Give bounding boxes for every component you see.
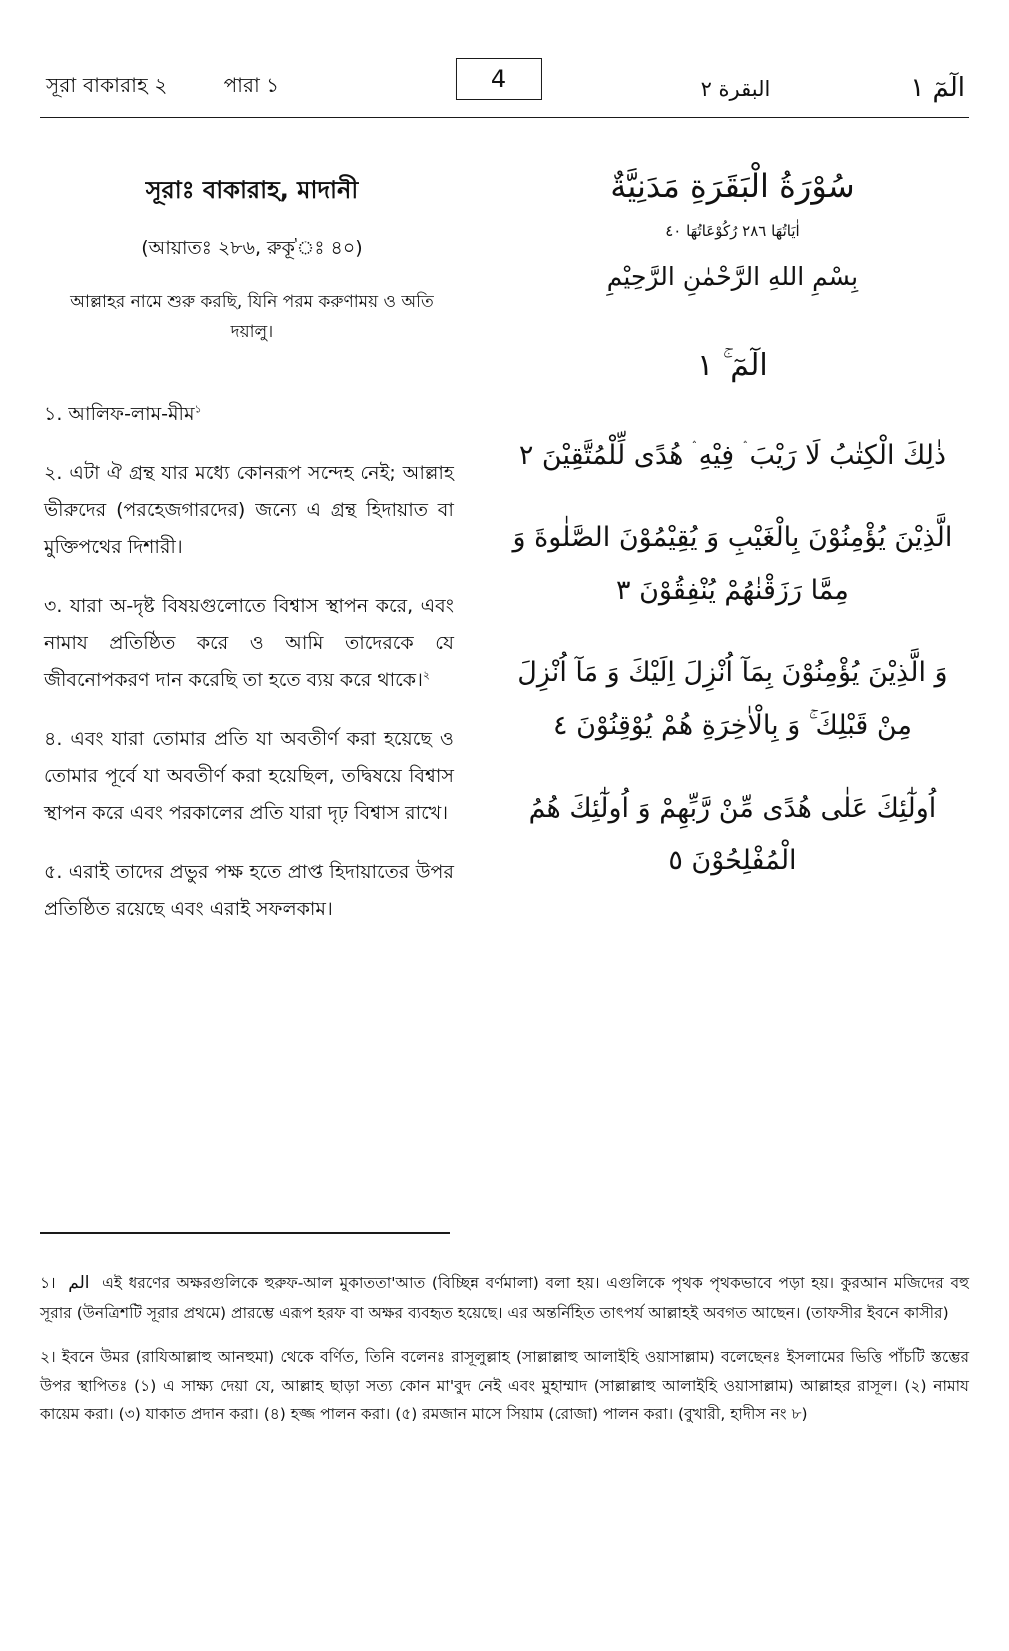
footnote-section <box>40 1252 969 1439</box>
bengali-verse <box>44 854 460 928</box>
bengali-verse-text: এরাই তাদের প্রভুর পক্ষ হতে প্রাপ্ত হিদায়াতের উপর প্রতিষ্ঠিত রয়েছে এবং এরাই সফলকাম। <box>44 860 454 921</box>
bengali-surah-subtitle: (আয়াতঃ ২৮৬, রুকূ'ঃ ৪০) <box>141 237 363 259</box>
footnote-number: ১। <box>40 1273 56 1292</box>
bengali-verse-list <box>44 396 460 929</box>
bengali-verse-number: ৫. <box>44 860 63 883</box>
bengali-verse <box>44 721 460 832</box>
bengali-verse <box>44 588 460 699</box>
arabic-verse: الَّذِيْنَ يُؤْمِنُوْنَ بِالْغَيْبِ وَ يُقِيْمُوْنَ الصَّلٰوةَ وَ مِمَّا رَزَقْنٰهُمْ يُنْفِقُوْنَ ٣ <box>512 522 953 606</box>
bengali-verse-text: যারা অ-দৃষ্ট বিষয়গুলোতে বিশ্বাস স্থাপন করে, এবং নামায প্রতিষ্ঠিত করে ও আমি তাদেরকে যে জীবনোপকরণ দান করেছি তা হতে ব্যয় করে থাকে। <box>44 594 454 691</box>
footnote-text: এই ধরণের অক্ষরগুলিকে হুরুফ-আল মুকাততা'আত (বিচ্ছিন্ন বর্ণমালা) বলা হয়। এগুলিকে পৃথক পৃথকভাবে পড়া হয়। কুরআন মজিদের বহু সূরার (উনত্রিশটি সূরার প্রথমে) প্রারম্ভে এরূপ হরফ বা অক্ষর ব্যবহৃত হয়েছে। এর অন্তর্নিহিত তাৎপর্য আল্লাহই অবগত আছেন। (তাফসীর ইবনে কাসীর) <box>40 1273 969 1322</box>
footnote-item <box>40 1343 969 1429</box>
header-left-group <box>40 71 279 104</box>
header-arabic-sura-label: البقرة ٢ <box>700 76 771 101</box>
arabic-verse: ذٰلِكَ الْكِتٰبُ لَا رَيْبَ ۛ فِيْهِ ۛ هُدًى لِّلْمُتَّقِيْنَ ٢ <box>518 439 947 471</box>
bengali-verse-text: এটা ঐ গ্রন্থ যার মধ্যে কোনরূপ সন্দেহ নেই; আল্লাহ ভীরুদের (পরহেজগারদের) জন্যে এ গ্রন্থ হিদায়াত বা মুক্তিপথের দিশারী। <box>44 461 454 558</box>
bengali-verse-text: এবং যারা তোমার প্রতি যা অবতীর্ণ করা হয়েছে ও তোমার পূর্বে যা অবতীর্ণ করা হয়েছিল, তদ্বিষয়ে বিশ্বাস স্থাপন করে এবং পরকালের প্রতি যারা দৃঢ় বিশ্বাস রাখে। <box>44 727 454 824</box>
arabic-column <box>486 152 969 1232</box>
arabic-verse: الٓمٓ ۚ ١ <box>697 348 768 383</box>
bengali-verse <box>44 455 460 566</box>
bengali-verse-number: ৩. <box>44 594 63 617</box>
arabic-surah-title: سُوْرَةُ الْبَقَرَةِ مَدَنِيَّةٌ <box>610 167 855 205</box>
footnote-item <box>40 1268 969 1328</box>
bengali-column <box>40 152 486 1232</box>
footnote-number: ২। <box>40 1348 56 1367</box>
bengali-verse-number: ১. <box>44 402 63 425</box>
page-header <box>40 62 969 118</box>
footnote-text: ইবনে উমর (রাযিআল্লাহু আনহুমা) থেকে বর্ণিত, তিনি বলেনঃ রাসূলুল্লাহ (সাল্লাল্লাহু আলাইহি ওয়াসাল্লাম) বলেছেনঃ ইসলামের ভিত্তি পাঁচটি স্তম্ভের উপর স্থাপিতঃ (১) এ সাক্ষ্য দেয়া যে, আল্লাহ ছাড়া সত্য কোন মা'বুদ নেই এবং মুহাম্মাদ (সাল্লাল্লাহু আলাইহি ওয়াসাল্লাম) আল্লাহর রাসূল। (২) নামায কায়েম করা। (৩) যাকাত প্রদান করা। (৪) হজ্জ পালন করা। (৫) রমজান মাসে সিয়াম (রোজা) পালন করা। (বুখারী, হাদীস নং ৮) <box>40 1348 969 1424</box>
bengali-verse-text: আলিফ-লাম-মীম <box>68 402 195 425</box>
arabic-surah-subtitle: اٰيَاتُهَا ٢٨٦ رُكُوْعَاتُهَا ٤٠ <box>665 222 800 240</box>
page-number-box <box>455 58 541 100</box>
page-number: 4 <box>490 65 507 93</box>
bengali-verse-number: ২. <box>44 461 63 484</box>
arabic-verse-list <box>496 337 969 888</box>
bengali-surah-title: সূরাঃ বাকারাহ, মাদানী <box>145 176 359 204</box>
footnote-marker: ২ <box>422 668 431 682</box>
page-body <box>40 152 969 1232</box>
header-sura-label: সূরা বাকারাহ ২ <box>46 73 168 97</box>
header-para-label: পারা ১ <box>223 73 280 97</box>
bengali-verse-number: ৪. <box>44 727 63 750</box>
footnote-divider <box>40 1232 450 1234</box>
footnote-marker: ১ <box>194 402 202 416</box>
header-arabic-surah-letters: الٓمٓ ١ <box>910 72 965 103</box>
arabic-bismillah: بِسْمِ اللهِ الرَّحْمٰنِ الرَّحِيْمِ <box>606 262 859 291</box>
header-right-group <box>701 73 969 103</box>
arabic-verse: اُولٰٓئِكَ عَلٰى هُدًى مِّنْ رَّبِّهِمْ وَ اُولٰٓئِكَ هُمُ الْمُفْلِحُوْنَ ٥ <box>528 792 937 877</box>
bengali-bismillah: আল্লাহর নামে শুরু করছি, যিনি পরম করুণাময় ও অতি দয়ালু। <box>70 292 434 342</box>
arabic-verse: وَ الَّذِيْنَ يُؤْمِنُوْنَ بِمَآ اُنْزِلَ اِلَيْكَ وَ مَآ اُنْزِلَ مِنْ قَبْلِكَ ۚ وَ بِالْاٰخِرَةِ هُمْ يُوْقِنُوْنَ ٤ <box>517 657 948 742</box>
bengali-verse <box>44 396 460 433</box>
footnote-arabic-term: الم <box>68 1272 90 1293</box>
